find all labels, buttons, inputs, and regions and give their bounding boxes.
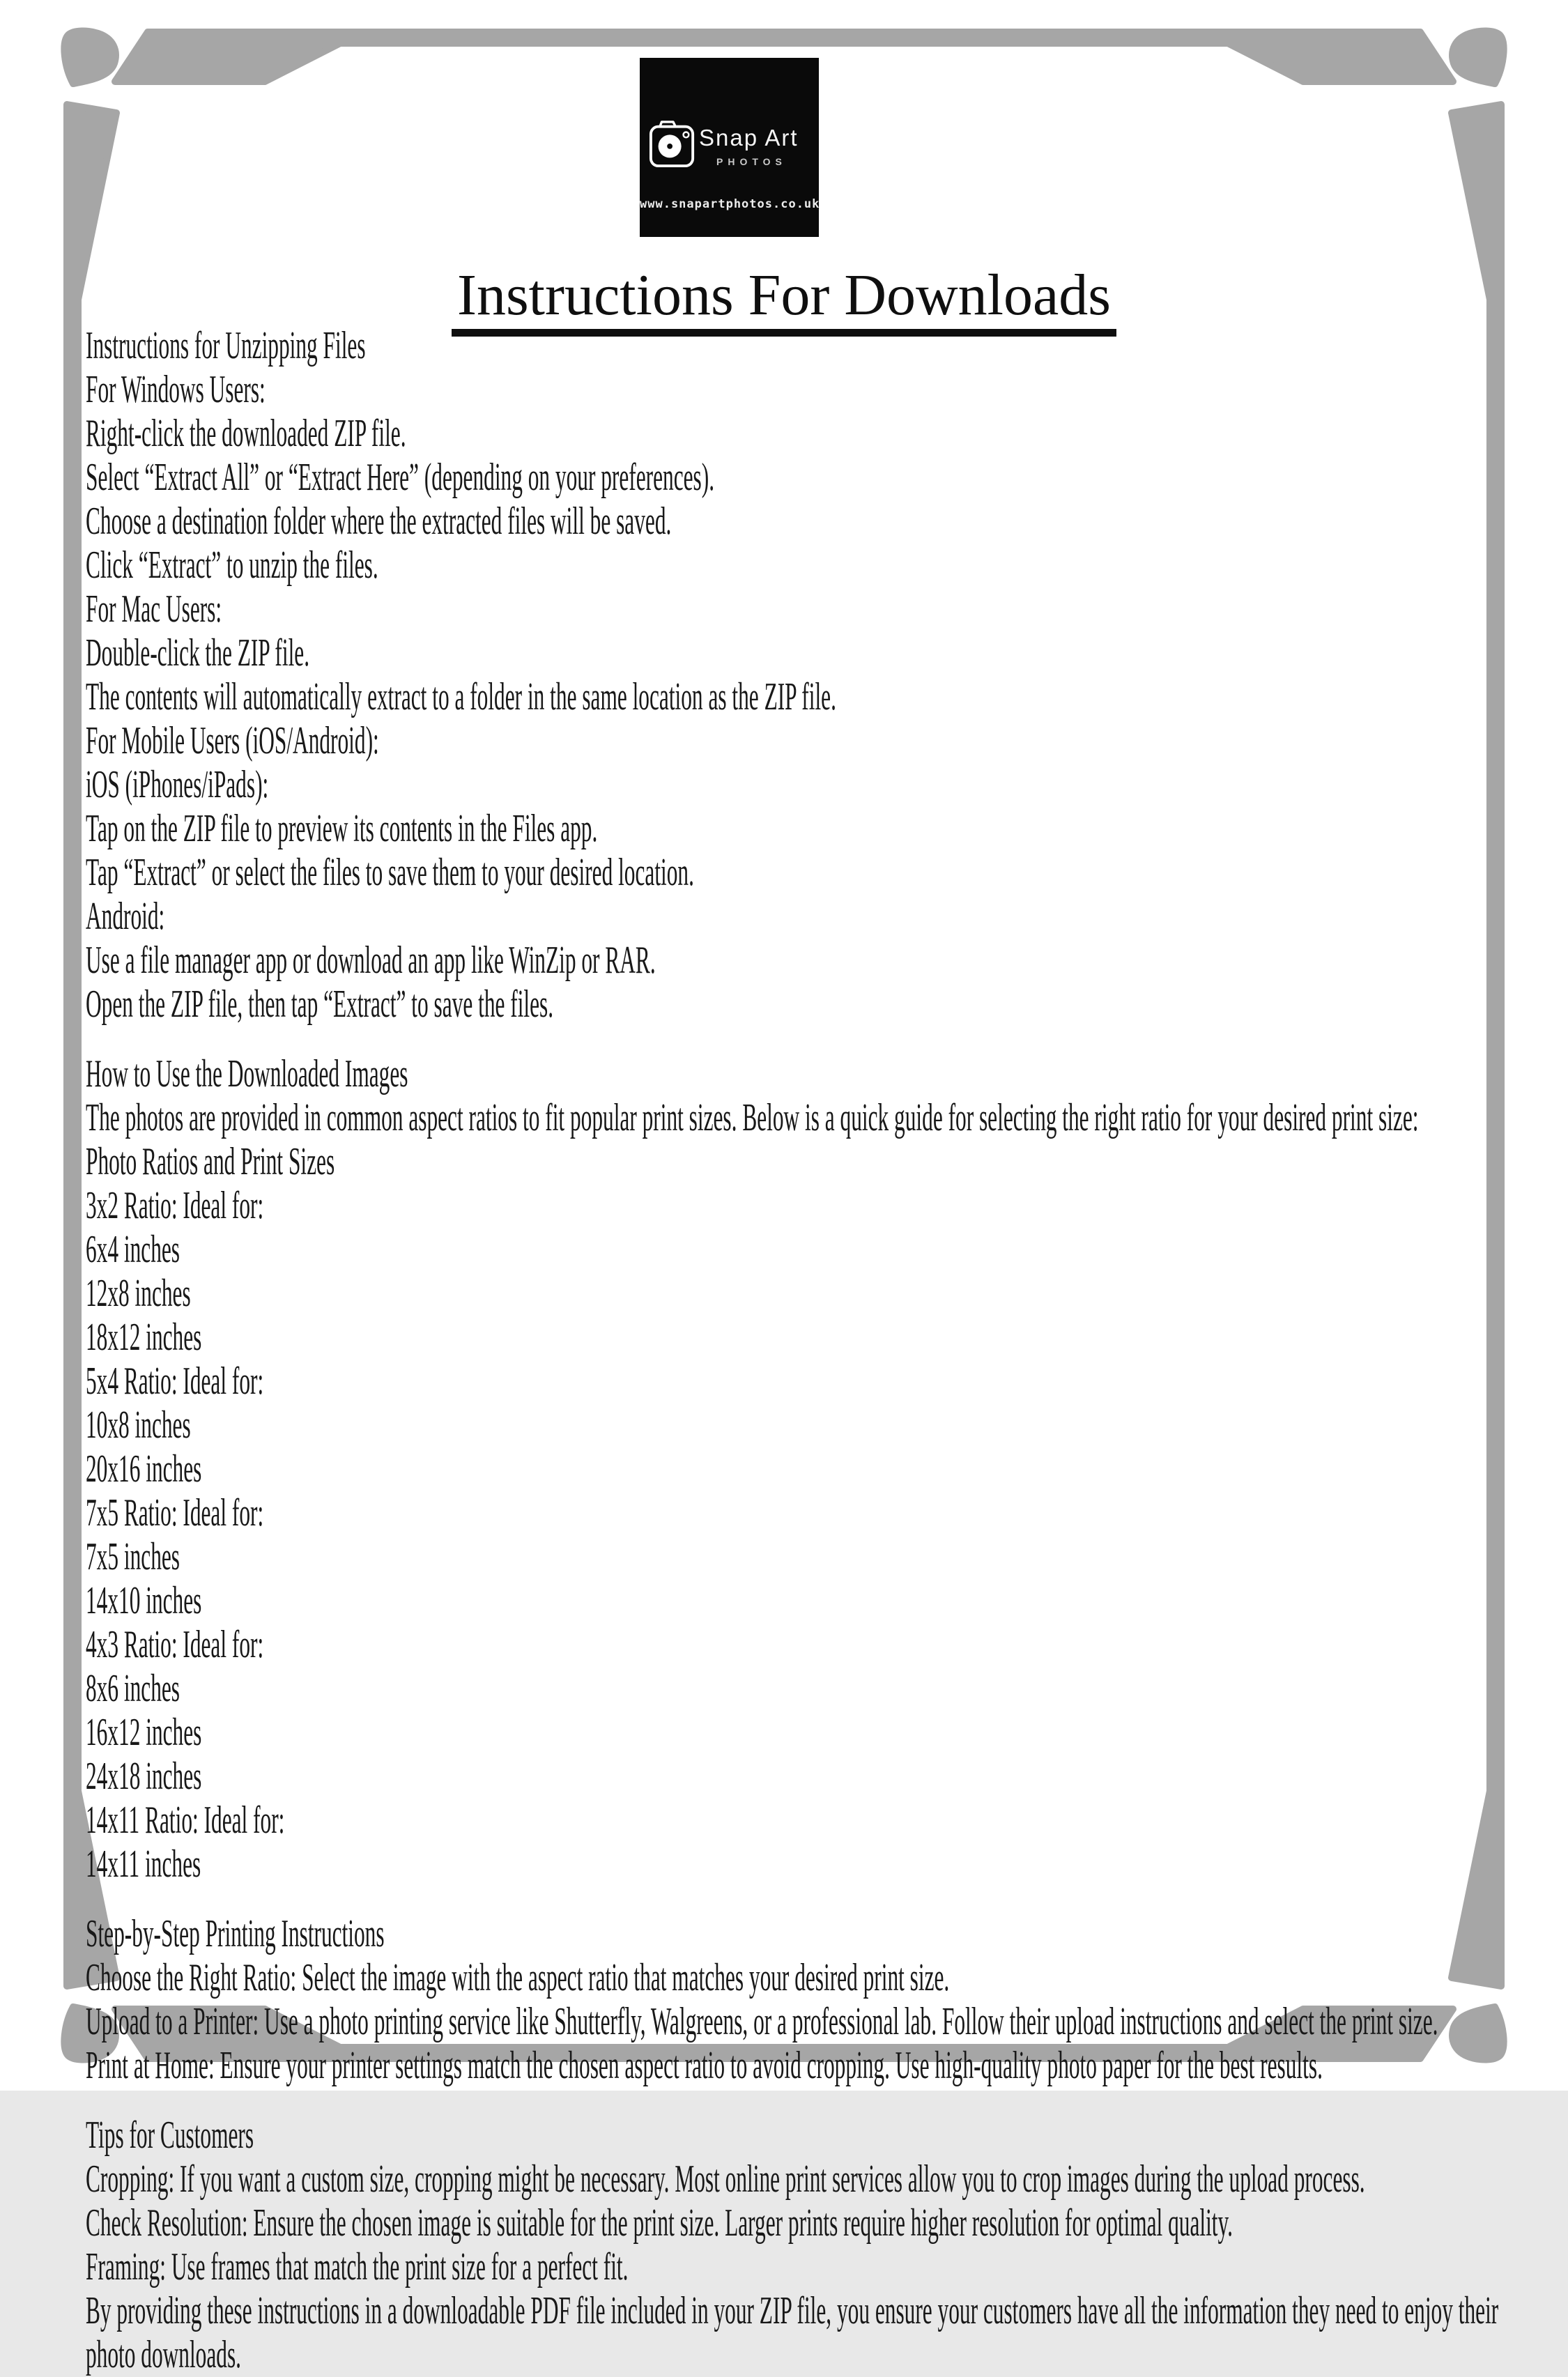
- body-line: Cropping: If you want a custom size, cropping might be necessary. Most online print services allow you to crop images during the upload process.: [86, 2157, 1365, 2201]
- body-line: Open the ZIP file, then tap “Extract” to save the files.: [86, 983, 554, 1026]
- body-line: 3x2 Ratio: Ideal for:: [86, 1184, 264, 1227]
- body-line: 16x12 inches: [86, 1711, 202, 1754]
- body-line: The photos are provided in common aspect ratios to fit popular print sizes. Below is a quick guide for selecting the right ratio for your desired print size:: [86, 1096, 1419, 1139]
- section-gap: [86, 2088, 1510, 2114]
- brand-subtitle: PHOTOS: [716, 156, 787, 167]
- body-line: 6x4 inches: [86, 1228, 180, 1271]
- page-title: Instructions For Downloads: [452, 266, 1116, 337]
- body-line: 24x18 inches: [86, 1755, 202, 1798]
- body-line: 12x8 inches: [86, 1272, 191, 1315]
- body-line: 4x3 Ratio: Ideal for:: [86, 1623, 264, 1666]
- body-line: 7x5 inches: [86, 1535, 180, 1578]
- section-gap: [86, 1026, 1510, 1052]
- body-line: The contents will automatically extract to a folder in the same location as the ZIP file.: [86, 675, 836, 718]
- body-line: How to Use the Downloaded Images: [86, 1052, 408, 1095]
- body-line: iOS (iPhones/iPads):: [86, 763, 269, 806]
- body-line: 8x6 inches: [86, 1667, 180, 1710]
- body-line: Right-click the downloaded ZIP file.: [86, 412, 406, 455]
- brand-name: Snap Art: [699, 125, 799, 151]
- body-lines: [86, 324, 1510, 2377]
- body-line: 18x12 inches: [86, 1316, 202, 1359]
- section-gap: [86, 1886, 1510, 1912]
- body-line: For Mobile Users (iOS/Android):: [86, 719, 379, 762]
- body-line: 7x5 Ratio: Ideal for:: [86, 1491, 264, 1534]
- body-line: Android:: [86, 895, 165, 938]
- brand-logo: [640, 58, 819, 237]
- body-line: 14x10 inches: [86, 1579, 202, 1622]
- body-line: 20x16 inches: [86, 1447, 202, 1491]
- body-line: Use a file manager app or download an app like WinZip or RAR.: [86, 939, 656, 982]
- body-line: Tap “Extract” or select the files to save them to your desired location.: [86, 851, 694, 894]
- body-line: Print at Home: Ensure your printer settings match the chosen aspect ratio to avoid cropping. Use high-quality photo paper for the best results.: [86, 2044, 1323, 2087]
- body-line: Instructions for Unzipping Files: [86, 324, 366, 367]
- body-line: 14x11 inches: [86, 1843, 201, 1886]
- body-line: Choose the Right Ratio: Select the image with the aspect ratio that matches your desired print size.: [86, 1956, 950, 1999]
- body-line: Photo Ratios and Print Sizes: [86, 1140, 335, 1183]
- body-line: Framing: Use frames that match the print size for a perfect fit.: [86, 2245, 629, 2288]
- body-line: Check Resolution: Ensure the chosen image is suitable for the print size. Larger prints require higher resolution for optimal quality.: [86, 2201, 1233, 2245]
- body-line: Choose a destination folder where the extracted files will be saved.: [86, 500, 672, 543]
- body-line: 14x11 Ratio: Ideal for:: [86, 1799, 285, 1842]
- body-line: 10x8 inches: [86, 1403, 191, 1447]
- body-line: Tap on the ZIP file to preview its contents in the Files app.: [86, 807, 598, 850]
- body-line: Click “Extract” to unzip the files.: [86, 544, 378, 587]
- body-line: By providing these instructions in a downloadable PDF file included in your ZIP file, you ensure your customers have all the information they need to enjoy their photo downloads.: [86, 2289, 1499, 2376]
- body-line: For Windows Users:: [86, 368, 266, 411]
- camera-icon: [649, 118, 696, 171]
- body-line: Upload to a Printer: Use a photo printing service like Shutterfly, Walgreens, or a professional lab. Follow their upload instructions and select the print size.: [86, 2000, 1438, 2043]
- corner-leaf-shape: [64, 31, 116, 84]
- brand-url: www.snapartphotos.co.uk: [640, 197, 820, 211]
- body-line: Step-by-Step Printing Instructions: [86, 1912, 385, 1955]
- body-line: Select “Extract All” or “Extract Here” (depending on your preferences).: [86, 456, 715, 499]
- body-line: 5x4 Ratio: Ideal for:: [86, 1360, 264, 1403]
- body-line: Tips for Customers: [86, 2114, 254, 2157]
- body-line: For Mac Users:: [86, 587, 222, 631]
- body-line: Double-click the ZIP file.: [86, 631, 310, 675]
